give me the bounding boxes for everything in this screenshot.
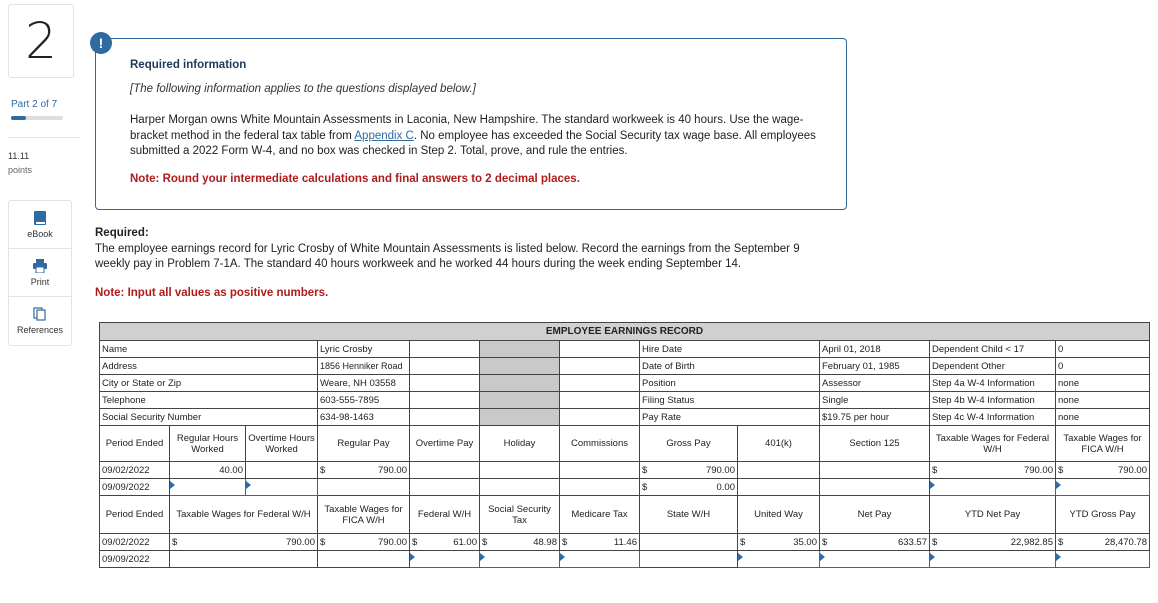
appendix-c-link[interactable]: Appendix C	[354, 129, 414, 142]
printer-icon	[33, 259, 47, 273]
required-information-box	[95, 38, 847, 210]
sidebar-divider	[8, 137, 80, 138]
currency-symbol: $	[932, 536, 938, 548]
deduction-row-current	[100, 551, 1150, 568]
info-label: Position	[640, 375, 820, 392]
currency-symbol: $	[412, 536, 418, 548]
info-blank	[560, 341, 640, 358]
taxable-fica-cell	[1056, 462, 1150, 479]
value: 633.57	[897, 536, 927, 548]
overtime-hours-input[interactable]	[246, 479, 318, 496]
medicare-input[interactable]	[560, 551, 640, 568]
taxable-fica-cell	[318, 551, 410, 568]
info-label: Pay Rate	[640, 409, 820, 426]
info-blank	[410, 341, 480, 358]
holiday-cell	[480, 462, 560, 479]
ytd-gross-pay-input[interactable]	[1056, 551, 1150, 568]
overtime-pay-cell	[410, 479, 480, 496]
ytd-net-pay-cell	[930, 534, 1056, 551]
info-blank	[410, 392, 480, 409]
shaded-cell	[480, 375, 560, 392]
points-label: points	[8, 165, 33, 175]
record-title: EMPLOYEE EARNINGS RECORD	[100, 323, 1150, 341]
commissions-cell	[560, 462, 640, 479]
period-cell: 09/02/2022	[100, 534, 170, 551]
column-header: Period Ended	[100, 496, 170, 534]
column-header: YTD Gross Pay	[1056, 496, 1150, 534]
401k-cell	[738, 462, 820, 479]
required-label: Required:	[95, 227, 149, 239]
part-label: Part 2 of 7	[11, 99, 58, 110]
info-label: Address	[100, 358, 318, 375]
column-header: Net Pay	[820, 496, 930, 534]
info-value: 0	[1056, 358, 1150, 375]
net-pay-cell	[820, 534, 930, 551]
column-header: Medicare Tax	[560, 496, 640, 534]
currency-symbol: $	[822, 536, 828, 548]
info-value: 603-555-7895	[318, 392, 410, 409]
shaded-cell	[480, 358, 560, 375]
info-body-text: Harper Morgan owns White Mountain Assessments in Laconia, New Hampshire. The standard workweek is 40 hours. Use the wage-bracket method in the federal tax table from	[130, 114, 804, 142]
info-label: Dependent Child < 17	[930, 341, 1056, 358]
ytd-net-pay-input[interactable]	[930, 551, 1056, 568]
info-row	[100, 341, 1150, 358]
info-value: February 01, 1985	[820, 358, 930, 375]
print-button[interactable]	[9, 249, 71, 297]
required-text: The employee earnings record for Lyric Crosby of White Mountain Assessments is listed below. Record the earnings from the September 9 weekly pay in Problem 7-1A. The standard 40 hours workweek and he worked 44 hours during the week ending September 14.	[95, 242, 800, 270]
united-way-cell	[738, 534, 820, 551]
info-body-text-rest: . No employee has exceeded the Social Security tax wage base. All employees submitted a 2022 Form W-4, and no box was checked in Step 2. Total, prove, and rule the entries.	[130, 129, 816, 157]
column-header: Commissions	[560, 426, 640, 462]
federal-wh-input[interactable]	[410, 551, 480, 568]
currency-symbol: $	[562, 536, 568, 548]
info-value: none	[1056, 409, 1150, 426]
social-security-input[interactable]	[480, 551, 560, 568]
currency-symbol: $	[482, 536, 488, 548]
info-label: Hire Date	[640, 341, 820, 358]
info-label: Date of Birth	[640, 358, 820, 375]
info-blank	[410, 375, 480, 392]
info-label: Social Security Number	[100, 409, 318, 426]
taxable-fica-input[interactable]	[1056, 479, 1150, 496]
info-value: 1856 Henniker Road	[318, 358, 410, 375]
ebook-label: eBook	[27, 228, 53, 239]
medicare-cell	[560, 534, 640, 551]
value: 790.00	[1117, 464, 1147, 476]
info-note: Note: Round your intermediate calculations and final answers to 2 decimal places.	[130, 173, 580, 185]
info-label: Telephone	[100, 392, 318, 409]
alert-icon: !	[90, 32, 112, 54]
federal-wh-cell	[410, 534, 480, 551]
social-security-cell	[480, 534, 560, 551]
regular-hours-input[interactable]	[170, 479, 246, 496]
info-label: Step 4b W-4 Information	[930, 392, 1056, 409]
overtime-hours-cell	[246, 462, 318, 479]
earnings-row-prior	[100, 462, 1150, 479]
info-value: April 01, 2018	[820, 341, 930, 358]
column-header: Taxable Wages for FICA W/H	[318, 496, 410, 534]
gross-pay-cell	[640, 479, 738, 496]
info-blank	[410, 358, 480, 375]
info-label: Step 4a W-4 Information	[930, 375, 1056, 392]
shaded-cell	[480, 409, 560, 426]
currency-symbol: $	[320, 536, 326, 548]
column-header: Taxable Wages for Federal W/H	[930, 426, 1056, 462]
column-header: Federal W/H	[410, 496, 480, 534]
references-button[interactable]	[9, 297, 71, 345]
info-label: City or State or Zip	[100, 375, 318, 392]
info-blank	[560, 375, 640, 392]
info-value: Lyric Crosby	[318, 341, 410, 358]
column-header: Gross Pay	[640, 426, 738, 462]
info-label: Name	[100, 341, 318, 358]
shaded-cell	[480, 341, 560, 358]
required-note: Note: Input all values as positive numbers.	[95, 287, 329, 299]
info-row	[100, 375, 1150, 392]
ytd-gross-pay-cell	[1056, 534, 1150, 551]
column-header: Section 125	[820, 426, 930, 462]
shaded-cell	[480, 392, 560, 409]
column-header: Regular Pay	[318, 426, 410, 462]
value: 28,470.78	[1104, 536, 1147, 548]
ebook-button[interactable]	[9, 201, 71, 249]
period-cell: 09/09/2022	[100, 551, 170, 568]
info-value: $19.75 per hour	[820, 409, 930, 426]
info-blank	[560, 392, 640, 409]
info-label: Dependent Other	[930, 358, 1056, 375]
column-header: YTD Net Pay	[930, 496, 1056, 534]
value: 790.00	[377, 464, 407, 476]
period-cell: 09/09/2022	[100, 479, 170, 496]
commissions-cell	[560, 479, 640, 496]
info-label: Step 4c W-4 Information	[930, 409, 1056, 426]
value: 790.00	[377, 536, 407, 548]
column-header: Holiday	[480, 426, 560, 462]
column-header: United Way	[738, 496, 820, 534]
currency-symbol: $	[1058, 464, 1064, 476]
value: 790.00	[285, 536, 315, 548]
earnings-row-current	[100, 479, 1150, 496]
book-icon	[33, 211, 47, 225]
part-progress-bar	[11, 116, 63, 120]
info-value: Single	[820, 392, 930, 409]
column-header: Taxable Wages for Federal W/H	[170, 496, 318, 534]
gross-pay-cell	[640, 462, 738, 479]
state-wh-cell	[640, 534, 738, 551]
currency-symbol: $	[172, 536, 178, 548]
info-row	[100, 358, 1150, 375]
value: 790.00	[1023, 464, 1053, 476]
value: 35.00	[793, 536, 817, 548]
column-header: Social Security Tax	[480, 496, 560, 534]
taxable-federal-cell	[930, 462, 1056, 479]
regular-pay-cell	[318, 462, 410, 479]
info-value: none	[1056, 375, 1150, 392]
part-progress-fill	[11, 116, 26, 120]
question-number: 2	[8, 4, 74, 78]
value: 11.46	[613, 536, 637, 548]
tool-panel	[8, 200, 72, 346]
info-value: 634-98-1463	[318, 409, 410, 426]
column-header: Regular Hours Worked	[170, 426, 246, 462]
header-row-earnings	[100, 426, 1150, 462]
currency-symbol: $	[320, 464, 326, 476]
currency-symbol: $	[1058, 536, 1064, 548]
section-125-cell	[820, 462, 930, 479]
info-value: 0	[1056, 341, 1150, 358]
value: 61.00	[453, 536, 477, 548]
currency-symbol: $	[932, 464, 938, 476]
info-body	[130, 113, 820, 160]
currency-symbol: $	[740, 536, 746, 548]
print-label: Print	[30, 276, 50, 287]
taxable-federal-input[interactable]	[930, 479, 1056, 496]
taxable-federal-cell	[170, 551, 318, 568]
column-header: Period Ended	[100, 426, 170, 462]
column-header: Taxable Wages for FICA W/H	[1056, 426, 1150, 462]
regular-pay-cell	[318, 479, 410, 496]
points-value: 11.11	[8, 151, 30, 161]
header-row-deductions	[100, 496, 1150, 534]
info-label: Filing Status	[640, 392, 820, 409]
info-blank	[560, 358, 640, 375]
taxable-federal-cell	[170, 534, 318, 551]
deduction-row-prior	[100, 534, 1150, 551]
earnings-record-table	[99, 322, 1150, 568]
period-cell: 09/02/2022	[100, 462, 170, 479]
info-row	[100, 392, 1150, 409]
references-label: References	[16, 325, 64, 335]
column-header: Overtime Pay	[410, 426, 480, 462]
column-header: 401(k)	[738, 426, 820, 462]
net-pay-input[interactable]	[820, 551, 930, 568]
401k-cell	[738, 479, 820, 496]
info-value: Weare, NH 03558	[318, 375, 410, 392]
value: 22,982.85	[1010, 536, 1053, 548]
info-subtitle: [The following information applies to the questions displayed below.]	[130, 83, 476, 95]
info-title: Required information	[130, 59, 247, 71]
holiday-cell	[480, 479, 560, 496]
taxable-fica-cell	[318, 534, 410, 551]
info-value: none	[1056, 392, 1150, 409]
value: 0.00	[716, 481, 735, 493]
state-wh-cell	[640, 551, 738, 568]
info-row	[100, 409, 1150, 426]
info-blank	[560, 409, 640, 426]
column-header: State W/H	[640, 496, 738, 534]
currency-symbol: $	[642, 464, 648, 476]
info-value: Assessor	[820, 375, 930, 392]
united-way-input[interactable]	[738, 551, 820, 568]
section-125-cell	[820, 479, 930, 496]
regular-hours-cell: 40.00	[170, 462, 246, 479]
column-header: Overtime Hours Worked	[246, 426, 318, 462]
info-blank	[410, 409, 480, 426]
copy-icon	[33, 307, 47, 321]
overtime-pay-cell	[410, 462, 480, 479]
required-section	[95, 226, 815, 273]
value: 790.00	[705, 464, 735, 476]
value: 48.98	[533, 536, 557, 548]
currency-symbol: $	[642, 481, 648, 493]
